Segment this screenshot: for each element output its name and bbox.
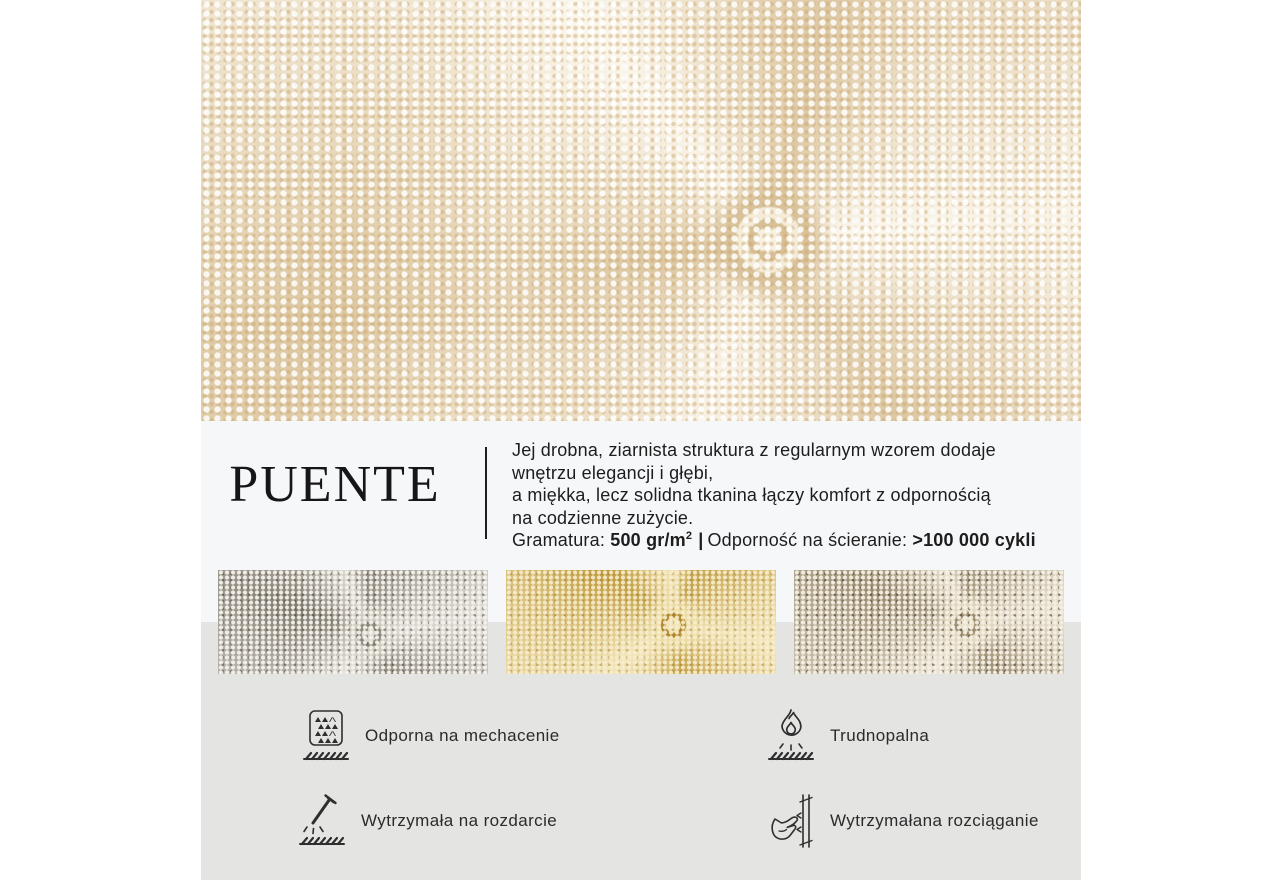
description-line: na codzienne zużycie. [512,507,694,528]
feature-label: Wytrzymałana rozciąganie [830,811,1039,830]
swatch-grey-fabric [218,570,488,674]
swatch-row [218,570,1064,674]
flame-resistant-icon [765,708,817,764]
spec-line [512,530,1036,550]
swatch-beige-fabric [794,570,1064,674]
feature-tear-resistant [296,793,557,849]
feature-label: Trudnopalna [830,726,930,745]
abrasion-value: >100 000 cykli [912,530,1036,550]
feature-stretch-resistant [765,793,1039,849]
tear-resistant-icon [296,793,348,849]
weight-label: Gramatura: [512,530,606,550]
description-line: wnętrzu elegancji i głębi, [512,462,714,483]
anti-pilling-icon [300,708,352,764]
product-description [512,439,1072,552]
feature-anti-pilling [300,708,560,764]
description-line: a miękka, lecz solidna tkanina łączy komfort z odpornością [512,485,991,505]
feature-label: Wytrzymała na rozdarcie [361,811,558,830]
hero-fabric-image [201,0,1081,421]
abrasion-label: Odporność na ścieranie: [707,530,908,550]
page-title: PUENTE [229,456,441,513]
spec-separator: | [698,530,704,550]
weight-value: 500 $gr/m^2$ [610,530,693,550]
feature-label: Odporna na mechacenie [365,726,560,745]
stretch-resistant-icon [765,793,817,849]
swatch-yellow-fabric [506,570,776,674]
description-line: Jej drobna, ziarnista struktura z regularnym wzorem dodaje [512,440,996,460]
feature-flame-resistant [765,708,929,764]
vertical-divider [485,447,487,539]
